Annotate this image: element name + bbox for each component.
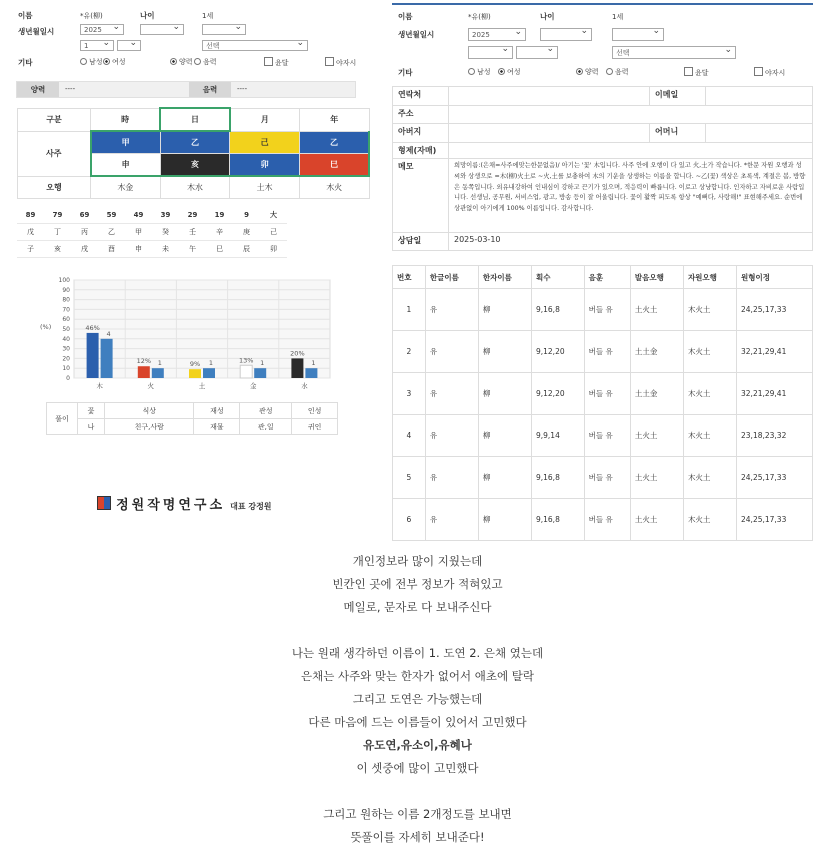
- checkbox-icon: [754, 67, 763, 76]
- daeun-branche: 申: [125, 241, 152, 258]
- names-header: 음훈: [584, 266, 630, 289]
- bar-label: 46%: [85, 323, 100, 332]
- category-label: 金: [249, 382, 257, 390]
- ohaeng-month: 土木: [230, 176, 300, 199]
- y-tick-label: 30: [62, 345, 70, 353]
- leap-checkbox[interactable]: 윤달: [264, 57, 289, 68]
- logo: [97, 494, 272, 513]
- body-line: 그리고 도연은 가능했는데: [352, 692, 483, 706]
- name-cell-no: 6: [393, 499, 426, 541]
- y-tick-label: 60: [62, 316, 70, 324]
- mother-value[interactable]: [706, 124, 813, 143]
- name-cell-sound: 土火土: [630, 415, 683, 457]
- saju-header-label: 구분: [18, 108, 91, 131]
- daeun-branche: 子: [17, 241, 44, 258]
- father-value[interactable]: [449, 124, 650, 143]
- saju-col-day: 日: [160, 108, 230, 131]
- bar-土: [189, 369, 201, 378]
- yongsin-bottom: 나: [78, 419, 105, 435]
- daeun-stem: 乙: [98, 224, 125, 241]
- daeun-stem: 己: [260, 224, 287, 241]
- name-cell-hanja: 柳: [478, 331, 531, 373]
- name-cell-eumhun: 버들 유: [584, 415, 630, 457]
- name-cell-sound: 土火土: [630, 499, 683, 541]
- table-row: [393, 289, 813, 331]
- bar-金: [240, 365, 252, 378]
- lunar-date-value: ----: [237, 85, 248, 93]
- name-cell-strokes: 9,16,8: [531, 457, 584, 499]
- hour-select[interactable]: [540, 28, 592, 41]
- name-cell-no: 4: [393, 415, 426, 457]
- radio-icon: [80, 58, 87, 65]
- month-select[interactable]: [468, 46, 513, 59]
- name-cell-no: 2: [393, 331, 426, 373]
- daeun-age: 49: [125, 207, 152, 224]
- birth-label: 생년월일시: [398, 30, 435, 39]
- saju-table: [17, 107, 370, 199]
- count-label: 1: [311, 359, 316, 368]
- daeun-age: 19: [206, 207, 233, 224]
- name-cell-sound: 土土金: [630, 373, 683, 415]
- name-cell-wonhyeong: 24,25,17,33: [737, 289, 813, 331]
- name-cell-sound: 土火土: [630, 457, 683, 499]
- date-bar: [16, 81, 356, 98]
- y-tick-label: 80: [62, 296, 70, 304]
- daeun-branche: 酉: [98, 241, 125, 258]
- year-select[interactable]: 2025 ⌄: [468, 28, 526, 41]
- time-select[interactable]: 선택 ⌄: [202, 40, 308, 51]
- name-cell-wonhyeong: 24,25,17,33: [737, 499, 813, 541]
- table-row: [393, 331, 813, 373]
- minute-select[interactable]: [612, 28, 664, 41]
- daeun-age: 大: [260, 207, 287, 224]
- daeun-age: 79: [44, 207, 71, 224]
- count-bar-金: [254, 368, 266, 378]
- body-line: 나는 원래 생각하던 이름이 1. 도연 2. 은채 였는데: [291, 646, 544, 660]
- name-cell-sound: 土火土: [630, 289, 683, 331]
- name-cell-eumhun: 버들 유: [584, 331, 630, 373]
- name-cell-source: 木火土: [683, 415, 736, 457]
- bar-木: [87, 333, 99, 378]
- address-value[interactable]: [449, 106, 813, 124]
- ohaeng-day: 木水: [160, 176, 230, 199]
- category-label: 土: [198, 382, 206, 390]
- siblings-value[interactable]: [449, 143, 813, 159]
- logo-name: 정원작명연구소: [116, 498, 225, 513]
- female-radio[interactable]: 여성: [498, 67, 521, 77]
- daeun-branche: 戌: [71, 241, 98, 258]
- yongsin-bottom: 친구,사람: [105, 419, 194, 435]
- night-checkbox[interactable]: 야자시: [754, 67, 785, 78]
- count-bar-水: [305, 368, 317, 378]
- daeun-stem: 戊: [17, 224, 44, 241]
- name-cell-hangul: 유: [425, 289, 478, 331]
- father-label: 아버지: [393, 124, 449, 143]
- bar-label: 9%: [189, 360, 201, 369]
- checkbox-icon: [325, 57, 334, 66]
- yongsin-top: 인성: [292, 403, 338, 419]
- siblings-label: 형제(자매): [393, 143, 449, 159]
- logo-rep: 대표 강정원: [230, 502, 272, 511]
- name-cell-eumhun: 버들 유: [584, 457, 630, 499]
- name-label: 이름: [18, 11, 33, 20]
- names-header: 발음오행: [630, 266, 683, 289]
- contact-label: 연락처: [393, 87, 449, 106]
- age-label: 나이: [140, 11, 155, 20]
- body-text: [0, 550, 835, 849]
- daeun-stem: 癸: [152, 224, 179, 241]
- mother-label: 어머니: [650, 124, 706, 143]
- daeun-branche: 亥: [44, 241, 71, 258]
- y-tick-label: 40: [62, 335, 70, 343]
- name-cell-wonhyeong: 32,21,29,41: [737, 373, 813, 415]
- email-value[interactable]: [706, 87, 813, 106]
- name-cell-wonhyeong: 23,18,23,32: [737, 415, 813, 457]
- name-cell-no: 3: [393, 373, 426, 415]
- daeun-age: 39: [152, 207, 179, 224]
- name-cell-hangul: 유: [425, 457, 478, 499]
- body-line: 이 셋중에 많이 고민했다: [356, 761, 479, 775]
- yongsin-bottom: 귀인: [292, 419, 338, 435]
- y-axis-label: (%): [40, 323, 52, 331]
- body-line: 그리고 원하는 이름 2개정도를 보내면: [323, 807, 512, 821]
- name-cell-hangul: 유: [425, 499, 478, 541]
- day-select[interactable]: [117, 40, 141, 51]
- info-table: [392, 86, 813, 251]
- daeun-branche: 未: [152, 241, 179, 258]
- name-cell-strokes: 9,9,14: [531, 415, 584, 457]
- name-cell-source: 木火土: [683, 373, 736, 415]
- daeun-table: [17, 207, 287, 258]
- yongsin-top: 관성: [240, 403, 292, 419]
- bar-水: [291, 358, 303, 378]
- daeun-stem: 壬: [179, 224, 206, 241]
- name-cell-source: 木火土: [683, 499, 736, 541]
- email-label: 이메일: [650, 87, 706, 106]
- category-label: 水: [301, 382, 308, 390]
- radio-icon: [194, 58, 201, 65]
- stem-hour: 甲: [91, 131, 161, 154]
- daeun-stem: 丁: [44, 224, 71, 241]
- body-line: [0, 619, 835, 642]
- name-cell-wonhyeong: 24,25,17,33: [737, 457, 813, 499]
- y-tick-label: 70: [62, 306, 70, 314]
- name-cell-hanja: 柳: [478, 373, 531, 415]
- names-header: 획수: [531, 266, 584, 289]
- name-cell-strokes: 9,12,20: [531, 373, 584, 415]
- count-bar-木: [101, 339, 113, 378]
- solar-date-value: ----: [65, 85, 76, 93]
- age-label: 나이: [540, 12, 555, 21]
- stem-month: 己: [230, 131, 300, 154]
- table-row: [393, 457, 813, 499]
- daeun-stem: 甲: [125, 224, 152, 241]
- checkbox-icon: [264, 57, 273, 66]
- name-value: *유(柳): [80, 12, 103, 20]
- memo-label: 메모: [393, 159, 449, 233]
- memo-text[interactable]: 희망이름:(은채=사주에맞는한문없음)/ 아기는 '꽃' 木입니다. 사주 안에 오행이 다 있고 火,土가 작습니다. *한문 자원 오행과 성씨와 상생으로 =木(柳)火土로 ~火,土를 보충하여 木의 기운을 상생하는 이름을 합니다. ~乙(꽃) 색상은 초록색, 계절은 봄, 방향은 동쪽입니다. 외유내강하여 인내심이 강하고 끈기가 있으며, 적응력이 빠릅니다. 이로고 상냥합니다. 인자하고 자비로운 사람입니다. 선생님, 공무원, 서비스업, 광고, 방송 등이 잘 어울립니다. 꽃이 활짝 피도록 항상 "예뻐다, 사랑해!" 표현해주세요. 순번에 상관없이 아기에게 100% 이름입니다. 감사합니다.: [449, 159, 813, 233]
- name-cell-hangul: 유: [425, 373, 478, 415]
- male-radio[interactable]: 남성: [468, 67, 491, 77]
- night-checkbox[interactable]: 야자시: [325, 57, 356, 68]
- date-value: 2025-03-10: [449, 233, 813, 251]
- count-label: 1: [260, 359, 265, 368]
- name-label: 이름: [398, 12, 413, 21]
- bar-label: 12%: [136, 357, 152, 366]
- branch-year: 巳: [299, 154, 369, 177]
- name-cell-wonhyeong: 32,21,29,41: [737, 331, 813, 373]
- category-label: 木: [96, 382, 103, 390]
- y-tick-label: 10: [62, 365, 70, 373]
- solar-radio[interactable]: 양력: [576, 67, 599, 77]
- body-line: 은채는 사주와 맞는 한자가 없어서 애초에 탈락: [300, 669, 534, 683]
- female-radio[interactable]: 여성: [103, 57, 126, 67]
- lunar-radio[interactable]: 음력: [606, 67, 629, 77]
- branch-month: 卯: [230, 154, 300, 177]
- minute-select[interactable]: [202, 24, 246, 35]
- bar-label: 20%: [290, 349, 305, 358]
- hour-select[interactable]: [140, 24, 184, 35]
- name-cell-sound: 土土金: [630, 331, 683, 373]
- name-cell-source: 木火土: [683, 331, 736, 373]
- branch-hour: 申: [91, 154, 161, 177]
- bar-火: [138, 366, 150, 378]
- time-select[interactable]: 선택 ⌄: [612, 46, 736, 59]
- daeun-age: 89: [17, 207, 44, 224]
- name-cell-hangul: 유: [425, 415, 478, 457]
- body-line: 뜻풀이를 자세히 보내준다!: [350, 830, 485, 844]
- radio-checked-icon: [103, 58, 110, 65]
- count-bar-土: [203, 368, 215, 378]
- daeun-stem: 辛: [206, 224, 233, 241]
- address-label: 주소: [393, 106, 449, 124]
- table-row: [393, 499, 813, 541]
- date-label: 상담일: [393, 233, 449, 251]
- category-label: 火: [147, 382, 155, 390]
- daeun-stem: 丙: [71, 224, 98, 241]
- daeun-stem: 庚: [233, 224, 260, 241]
- body-line: 메일로, 문자로 다 보내주신다: [343, 600, 492, 614]
- month-select[interactable]: 1 ⌄: [80, 40, 114, 51]
- yongsin-bottom: 재물: [194, 419, 240, 435]
- names-header: 자원오행: [683, 266, 736, 289]
- etc-label: 기타: [398, 68, 413, 77]
- birth-label: 생년월일시: [18, 27, 55, 36]
- radio-checked-icon: [498, 68, 505, 75]
- yongsin-top: 재성: [194, 403, 240, 419]
- daeun-age: 29: [179, 207, 206, 224]
- age-value: 1세: [612, 13, 624, 21]
- daeun-age: 59: [98, 207, 125, 224]
- year-select[interactable]: 2025 ⌄: [80, 24, 124, 35]
- leap-checkbox[interactable]: 윤달: [684, 67, 709, 78]
- radio-checked-icon: [170, 58, 177, 65]
- yongsin-top: 식상: [105, 403, 194, 419]
- contact-value[interactable]: [449, 87, 650, 106]
- branch-day: 亥: [160, 154, 230, 177]
- right-form-panel: [392, 3, 813, 255]
- stem-day: 乙: [160, 131, 230, 154]
- names-header: 한자이름: [478, 266, 531, 289]
- radio-checked-icon: [576, 68, 583, 75]
- body-line: 유도연,유소이,유혜나: [363, 738, 472, 752]
- saju-col-year: 年: [299, 108, 369, 131]
- daeun-branche: 午: [179, 241, 206, 258]
- name-cell-eumhun: 버들 유: [584, 499, 630, 541]
- name-cell-strokes: 9,16,8: [531, 499, 584, 541]
- solar-radio[interactable]: 양력: [170, 57, 193, 67]
- daeun-age: 69: [71, 207, 98, 224]
- bar-label: 13%: [238, 356, 254, 365]
- y-tick-label: 0: [66, 375, 70, 382]
- ohaeng-chart: [38, 272, 338, 397]
- body-line: 빈칸인 곳에 전부 정보가 적혀있고: [332, 577, 503, 591]
- table-row: [393, 373, 813, 415]
- body-line: 개인정보라 많이 지웠는데: [352, 554, 483, 568]
- name-cell-hanja: 柳: [478, 457, 531, 499]
- count-bar-火: [152, 368, 164, 378]
- body-line: 다른 마음에 드는 이름들이 있어서 고민했다: [308, 715, 527, 729]
- stem-year: 乙: [299, 131, 369, 154]
- daeun-branche: 巳: [206, 241, 233, 258]
- age-value: 1세: [202, 12, 214, 20]
- name-cell-no: 1: [393, 289, 426, 331]
- male-radio[interactable]: 남성: [80, 57, 103, 67]
- names-header: 원형이정: [737, 266, 813, 289]
- count-label: 1: [157, 359, 162, 368]
- table-row: [393, 415, 813, 457]
- lunar-date-label: 음력: [189, 82, 231, 97]
- yongsin-table: [46, 402, 338, 435]
- saju-col-month: 月: [230, 108, 300, 131]
- checkbox-icon: [684, 67, 693, 76]
- y-tick-label: 50: [62, 326, 70, 333]
- name-cell-strokes: 9,16,8: [531, 289, 584, 331]
- name-cell-eumhun: 버들 유: [584, 289, 630, 331]
- radio-icon: [468, 68, 475, 75]
- name-cell-hanja: 柳: [478, 415, 531, 457]
- count-label: 1: [208, 359, 214, 368]
- name-cell-source: 木火土: [683, 289, 736, 331]
- names-table: [392, 265, 813, 541]
- yongsin-top: 꽃: [78, 403, 105, 419]
- lunar-radio[interactable]: 음력: [194, 57, 217, 67]
- daeun-age: 9: [233, 207, 260, 224]
- names-header: 번호: [393, 266, 426, 289]
- y-tick-label: 100: [58, 277, 70, 284]
- solar-date-label: 양력: [17, 82, 59, 97]
- count-label: 4: [106, 329, 111, 338]
- ohaeng-label: 오행: [18, 176, 91, 199]
- name-cell-hanja: 柳: [478, 499, 531, 541]
- name-cell-no: 5: [393, 457, 426, 499]
- names-header: 한글이름: [425, 266, 478, 289]
- name-cell-source: 木火土: [683, 457, 736, 499]
- saju-row-label: 사주: [18, 131, 91, 176]
- ohaeng-year: 木火: [299, 176, 369, 199]
- saju-col-hour: 時: [91, 108, 161, 131]
- name-cell-eumhun: 버들 유: [584, 373, 630, 415]
- yongsin-label: 풀이: [47, 403, 78, 435]
- daeun-branche: 辰: [233, 241, 260, 258]
- day-select[interactable]: [516, 46, 558, 59]
- name-value: *유(柳): [468, 13, 491, 21]
- name-cell-hangul: 유: [425, 331, 478, 373]
- name-cell-strokes: 9,12,20: [531, 331, 584, 373]
- y-tick-label: 90: [62, 286, 70, 294]
- body-line: [0, 780, 835, 803]
- ohaeng-hour: 木金: [91, 176, 161, 199]
- daeun-branche: 卯: [260, 241, 287, 258]
- logo-icon: [97, 496, 111, 510]
- name-cell-hanja: 柳: [478, 289, 531, 331]
- y-tick-label: 20: [62, 355, 70, 363]
- radio-icon: [606, 68, 613, 75]
- yongsin-bottom: 관,일: [240, 419, 292, 435]
- etc-label: 기타: [18, 58, 33, 67]
